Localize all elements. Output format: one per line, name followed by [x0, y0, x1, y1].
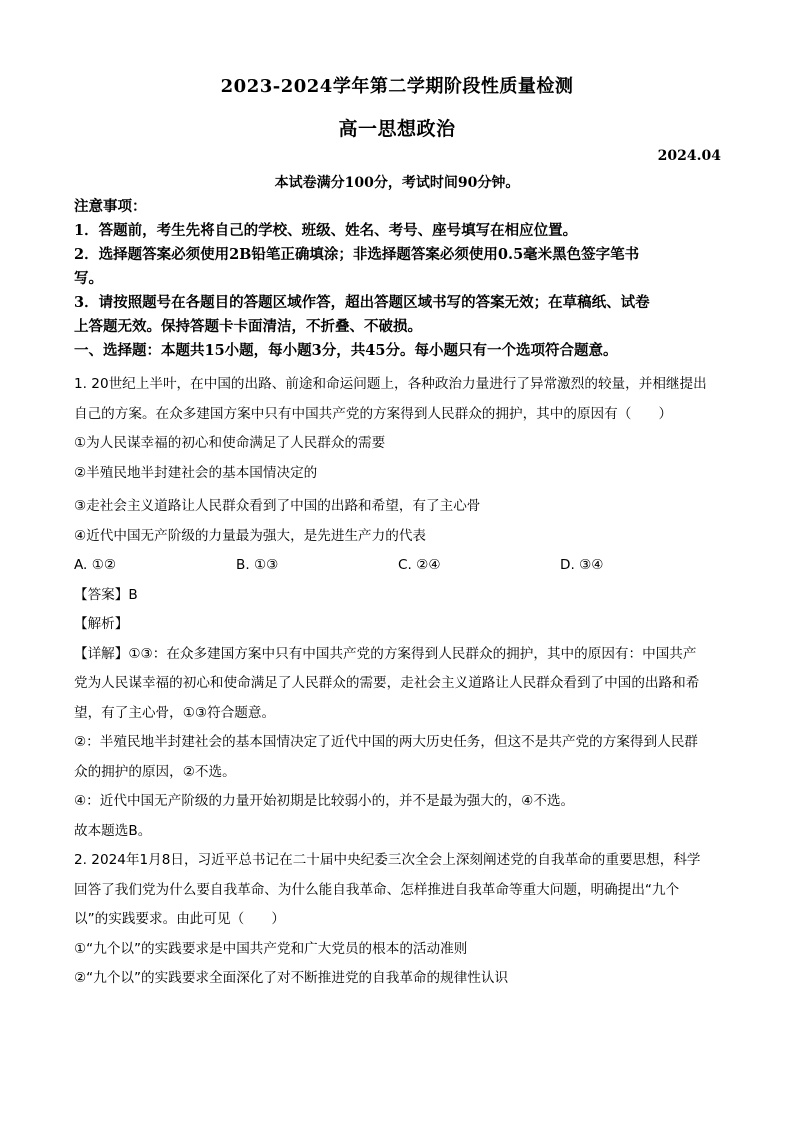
detail-line: ②：半殖民地半封建社会的基本国情决定了近代中国的两大历史任务，但这不是共产党的方案得到人民群 — [74, 734, 698, 750]
note-item: 写。 — [74, 270, 103, 287]
q2-stem-line: 回答了我们党为什么要自我革命、为什么能自我革命、怎样推进自我革命等重大问题，明确提出“九个 — [74, 881, 680, 898]
q1-statement: ①为人民谋幸福的初心和使命满足了人民群众的需要 — [74, 435, 386, 451]
detail-line: 党为人民谋幸福的初心和使命满足了人民群众的需要，走社会主义道路让人民群众看到了中国的出路和希 — [74, 675, 700, 691]
section-heading: 一、选择题：本题共15小题，每小题3分，共45分。每小题只有一个选项符合题意。 — [74, 342, 618, 359]
q1-statement: ②半殖民地半封建社会的基本国情决定的 — [74, 464, 318, 481]
q1-statement: ④近代中国无产阶级的力量最为强大，是先进生产力的代表 — [74, 527, 427, 544]
detail-line: 故本题选B。 — [74, 822, 152, 839]
note-item: 1．答题前，考生先将自己的学校、班级、姓名、考号、座号填写在相应位置。 — [74, 222, 578, 239]
detail-line: 众的拥护的原因，②不选。 — [74, 763, 236, 780]
option-c: C. ②④ — [398, 557, 441, 573]
q2-statement: ①“九个以”的实践要求是中国共产党和广大党员的根本的活动准则 — [74, 940, 468, 957]
q1-stem-line: 1. 20世纪上半叶，在中国的出路、前途和命运问题上，各种政治力量进行了异常激烈的较量，并相继提出 — [74, 376, 707, 392]
detail-line: 望，有了主心骨，①③符合题意。 — [74, 704, 276, 721]
q1-options — [74, 551, 724, 581]
exam-intro: 本试卷满分100分，考试时间90分钟。 — [274, 175, 520, 191]
exam-date: 2024.04 — [657, 148, 721, 164]
note-item: 2．选择题答案必须使用2B铅笔正确填涂；非选择题答案必须使用0.5毫米黑色签字笔书 — [74, 246, 640, 263]
option-d: D. ③④ — [560, 557, 604, 573]
note-item: 上答题无效。保持答题卡卡面清洁，不折叠、不破损。 — [74, 318, 422, 335]
questions-body — [74, 370, 724, 994]
notes-heading: 注意事项： — [74, 198, 147, 215]
answer-label: 【答案】B — [74, 586, 138, 603]
subject-title: 高一思想政治 — [338, 118, 456, 140]
detail-line: 【详解】①③：在众多建国方案中只有中国共产党的方案得到人民群众的拥护，其中的原因有：中国共产 — [74, 645, 697, 662]
exam-title: 2023-2024学年第二学期阶段性质量检测 — [220, 76, 574, 97]
q2-statement: ②“九个以”的实践要求全面深化了对不断推进党的自我革命的规律性认识 — [74, 970, 509, 986]
notes-section — [74, 195, 724, 363]
note-item: 3．请按照题号在各题目的答题区域作答，超出答题区域书写的答案无效；在草稿纸、试卷 — [74, 294, 650, 311]
analysis-label: 【解析】 — [74, 616, 129, 632]
option-b: B. ①③ — [236, 557, 279, 573]
q1-stem-line: 自己的方案。在众多建国方案中只有中国共产党的方案得到人民群众的拥护，其中的原因有（ ） — [74, 405, 673, 422]
q2-stem-line: 2. 2024年1月8日，习近平总书记在二十届中央纪委三次全会上深刻阐述党的自我革命的重要思想，科学 — [74, 852, 701, 868]
option-a: A. ①② — [74, 557, 117, 573]
q1-statement: ③走社会主义道路让人民群众看到了中国的出路和希望，有了主心骨 — [74, 498, 481, 514]
q2-stem-line: 以”的实践要求。由此可见（ ） — [74, 911, 285, 927]
detail-line: ④：近代中国无产阶级的力量开始初期是比较弱小的，并不是最为强大的，④不选。 — [74, 793, 575, 809]
